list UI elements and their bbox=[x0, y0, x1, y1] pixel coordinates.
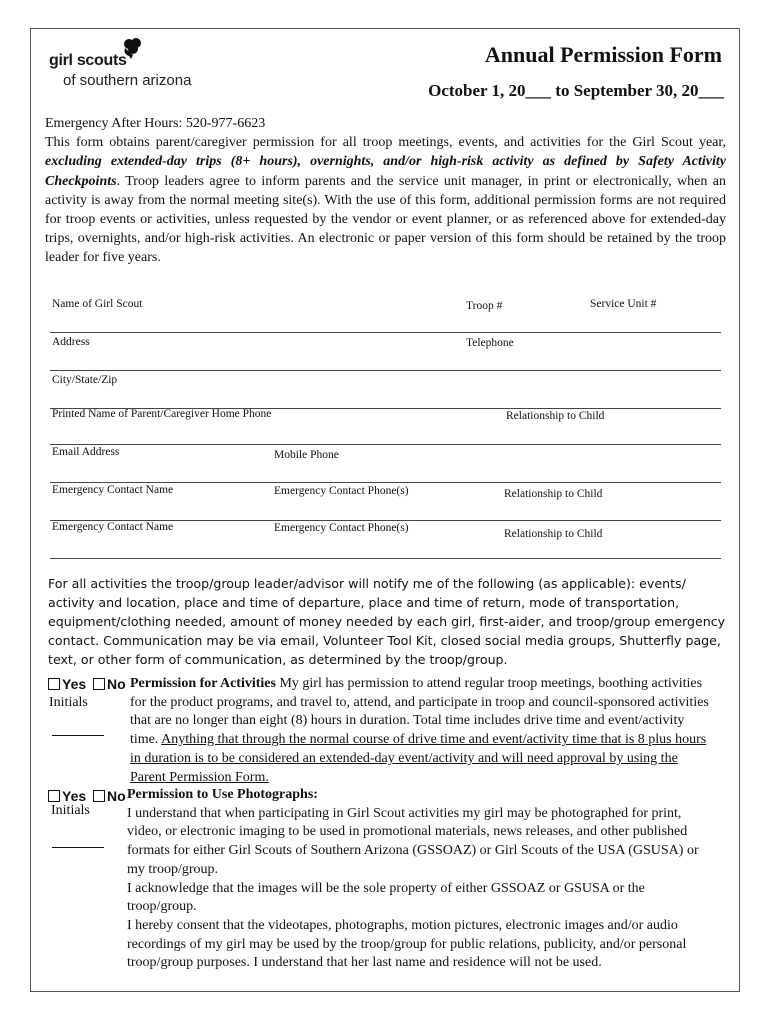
activities-extended-note: Anything that through the normal course of drive time and event/activity time that is 8 plus hours in duration is to be considered an extended-day event/activity and will need approval by using the Parent Permission Form. bbox=[130, 732, 707, 785]
label-parent-name: Printed Name of Parent/Caregiver Home Phone bbox=[52, 408, 272, 420]
photos-para-2: I acknowledge that the images will be the sole property of either GSSOAZ or GSUSA or the troop/group. bbox=[127, 880, 645, 915]
label-girl-name: Name of Girl Scout bbox=[52, 298, 143, 310]
notification-notice bbox=[48, 574, 730, 669]
activities-yes-checkbox[interactable] bbox=[48, 678, 60, 690]
label-city-state-zip: City/State/Zip bbox=[52, 374, 118, 386]
form-title: Annual Permission Form bbox=[484, 42, 722, 67]
photos-initials-label: Initials bbox=[51, 803, 90, 818]
row-emergency-1[interactable] bbox=[50, 482, 721, 521]
row-parent[interactable] bbox=[50, 406, 721, 445]
logo-text-girlscouts: girl scouts bbox=[49, 52, 127, 69]
label-emergency-phone-1: Emergency Contact Phone(s) bbox=[274, 485, 409, 497]
photos-para-1: I understand that when participating in Girl Scout activities my girl may be photographed for print, video, or electronic imaging to be used in promotional materials, news releases, and other published formats for either Girl Scouts of Southern Arizona (GSSOAZ) or Girl Scouts of the USA (GSUSA) or my troop/group. bbox=[127, 805, 699, 877]
row-email[interactable] bbox=[50, 444, 721, 483]
photos-yes-label: Yes bbox=[62, 788, 87, 804]
activities-no-checkbox[interactable] bbox=[93, 678, 105, 690]
activities-section bbox=[130, 675, 715, 787]
photos-initials-field[interactable] bbox=[52, 847, 104, 848]
label-address: Address bbox=[52, 336, 90, 348]
intro-paragraph: This form obtains parent/caregiver permission for all troop meetings, events, and activities for the Girl Scout year, excluding extended-day trips (8+ hours), overnights, and/or high-risk activity as defined by Safety Activity Checkpoints. Troop leaders agree to inform parents and the service unit manager, in print or electronically, when an activity is away from the normal meeting site(s). With the use of this form, additional permission forms are not required for troop events or activities, unless requested by the vendor or event planner, or as referenced above for extended-day trips, overnights, and/or high-risk activities. An electronic or paper version of this form should be retained by the troop leader for five years. bbox=[45, 135, 726, 266]
activities-initials-label: Initials bbox=[49, 695, 88, 710]
label-emergency-name-1: Emergency Contact Name bbox=[52, 484, 174, 496]
label-troop: Troop # bbox=[466, 300, 503, 312]
label-email: Email Address bbox=[52, 446, 120, 458]
photos-yes-checkbox[interactable] bbox=[48, 790, 60, 802]
form-period: October 1, 20___ to September 30, 20___ bbox=[428, 81, 724, 100]
logo-text-council: of southern arizona bbox=[63, 72, 192, 89]
label-service-unit: Service Unit # bbox=[590, 298, 657, 310]
label-telephone: Telephone bbox=[466, 337, 514, 349]
photos-choice bbox=[48, 788, 126, 804]
label-emergency-phone-2: Emergency Contact Phone(s) bbox=[274, 522, 409, 534]
photos-no-label: No bbox=[107, 788, 126, 804]
gs-logo bbox=[47, 38, 237, 98]
row-girl-name[interactable] bbox=[50, 294, 721, 333]
label-relationship-2: Relationship to Child bbox=[504, 488, 603, 500]
photos-no-checkbox[interactable] bbox=[93, 790, 105, 802]
activities-no-label: No bbox=[107, 676, 126, 692]
row-address[interactable] bbox=[50, 332, 721, 371]
photos-para-3: I hereby consent that the videotapes, photographs, motion pictures, electronic images and/or audio recordings of my girl may be used by the troop/group for public relations, publicity, and/or personal troop/group purposes. I understand that her last name and residence will not be used. bbox=[127, 917, 687, 971]
intro-exclusions: excluding extended-day trips (8+ hours), overnights, and/or high-risk activity as defined by Safety Activity Checkpoints bbox=[45, 154, 726, 189]
activities-choice bbox=[48, 676, 126, 692]
activities-text: My girl has permission to attend regular troop meetings, boothing activities for the product programs, and travel to, attend, and participate in troop and council-sponsored activities that are no longer than eight (8) hours in duration. Total time includes drive time and event/activity time. bbox=[130, 676, 709, 748]
label-relationship-3: Relationship to Child bbox=[504, 528, 603, 540]
intro-section bbox=[45, 114, 726, 268]
emergency-line: Emergency After Hours: 520-977-6623 bbox=[45, 116, 266, 131]
activities-yes-label: Yes bbox=[62, 676, 87, 692]
activities-initials-field[interactable] bbox=[52, 735, 104, 736]
notice-text: For all activities the troop/group leader/advisor will notify me of the following (as applicable): events/ activity and location, place and time of departure, place and time of return, mode of transportation, equipment/clothing needed, amount of money needed by each girl, first-aider, and troop/group emergency contact. Communication may be via email, Volunteer Tool Kit, closed social media groups, Shutterfly page, text, or other form of communication, as determined by the troop/group. bbox=[48, 576, 726, 667]
activities-heading: Permission for Activities bbox=[130, 676, 276, 691]
row-emergency-2[interactable] bbox=[50, 520, 721, 559]
photos-section bbox=[127, 786, 717, 973]
row-city[interactable] bbox=[50, 370, 721, 409]
label-relationship-1: Relationship to Child bbox=[506, 410, 605, 422]
photos-heading: Permission to Use Photographs: bbox=[127, 787, 318, 802]
label-emergency-name-2: Emergency Contact Name bbox=[52, 521, 174, 533]
label-mobile: Mobile Phone bbox=[274, 449, 339, 461]
